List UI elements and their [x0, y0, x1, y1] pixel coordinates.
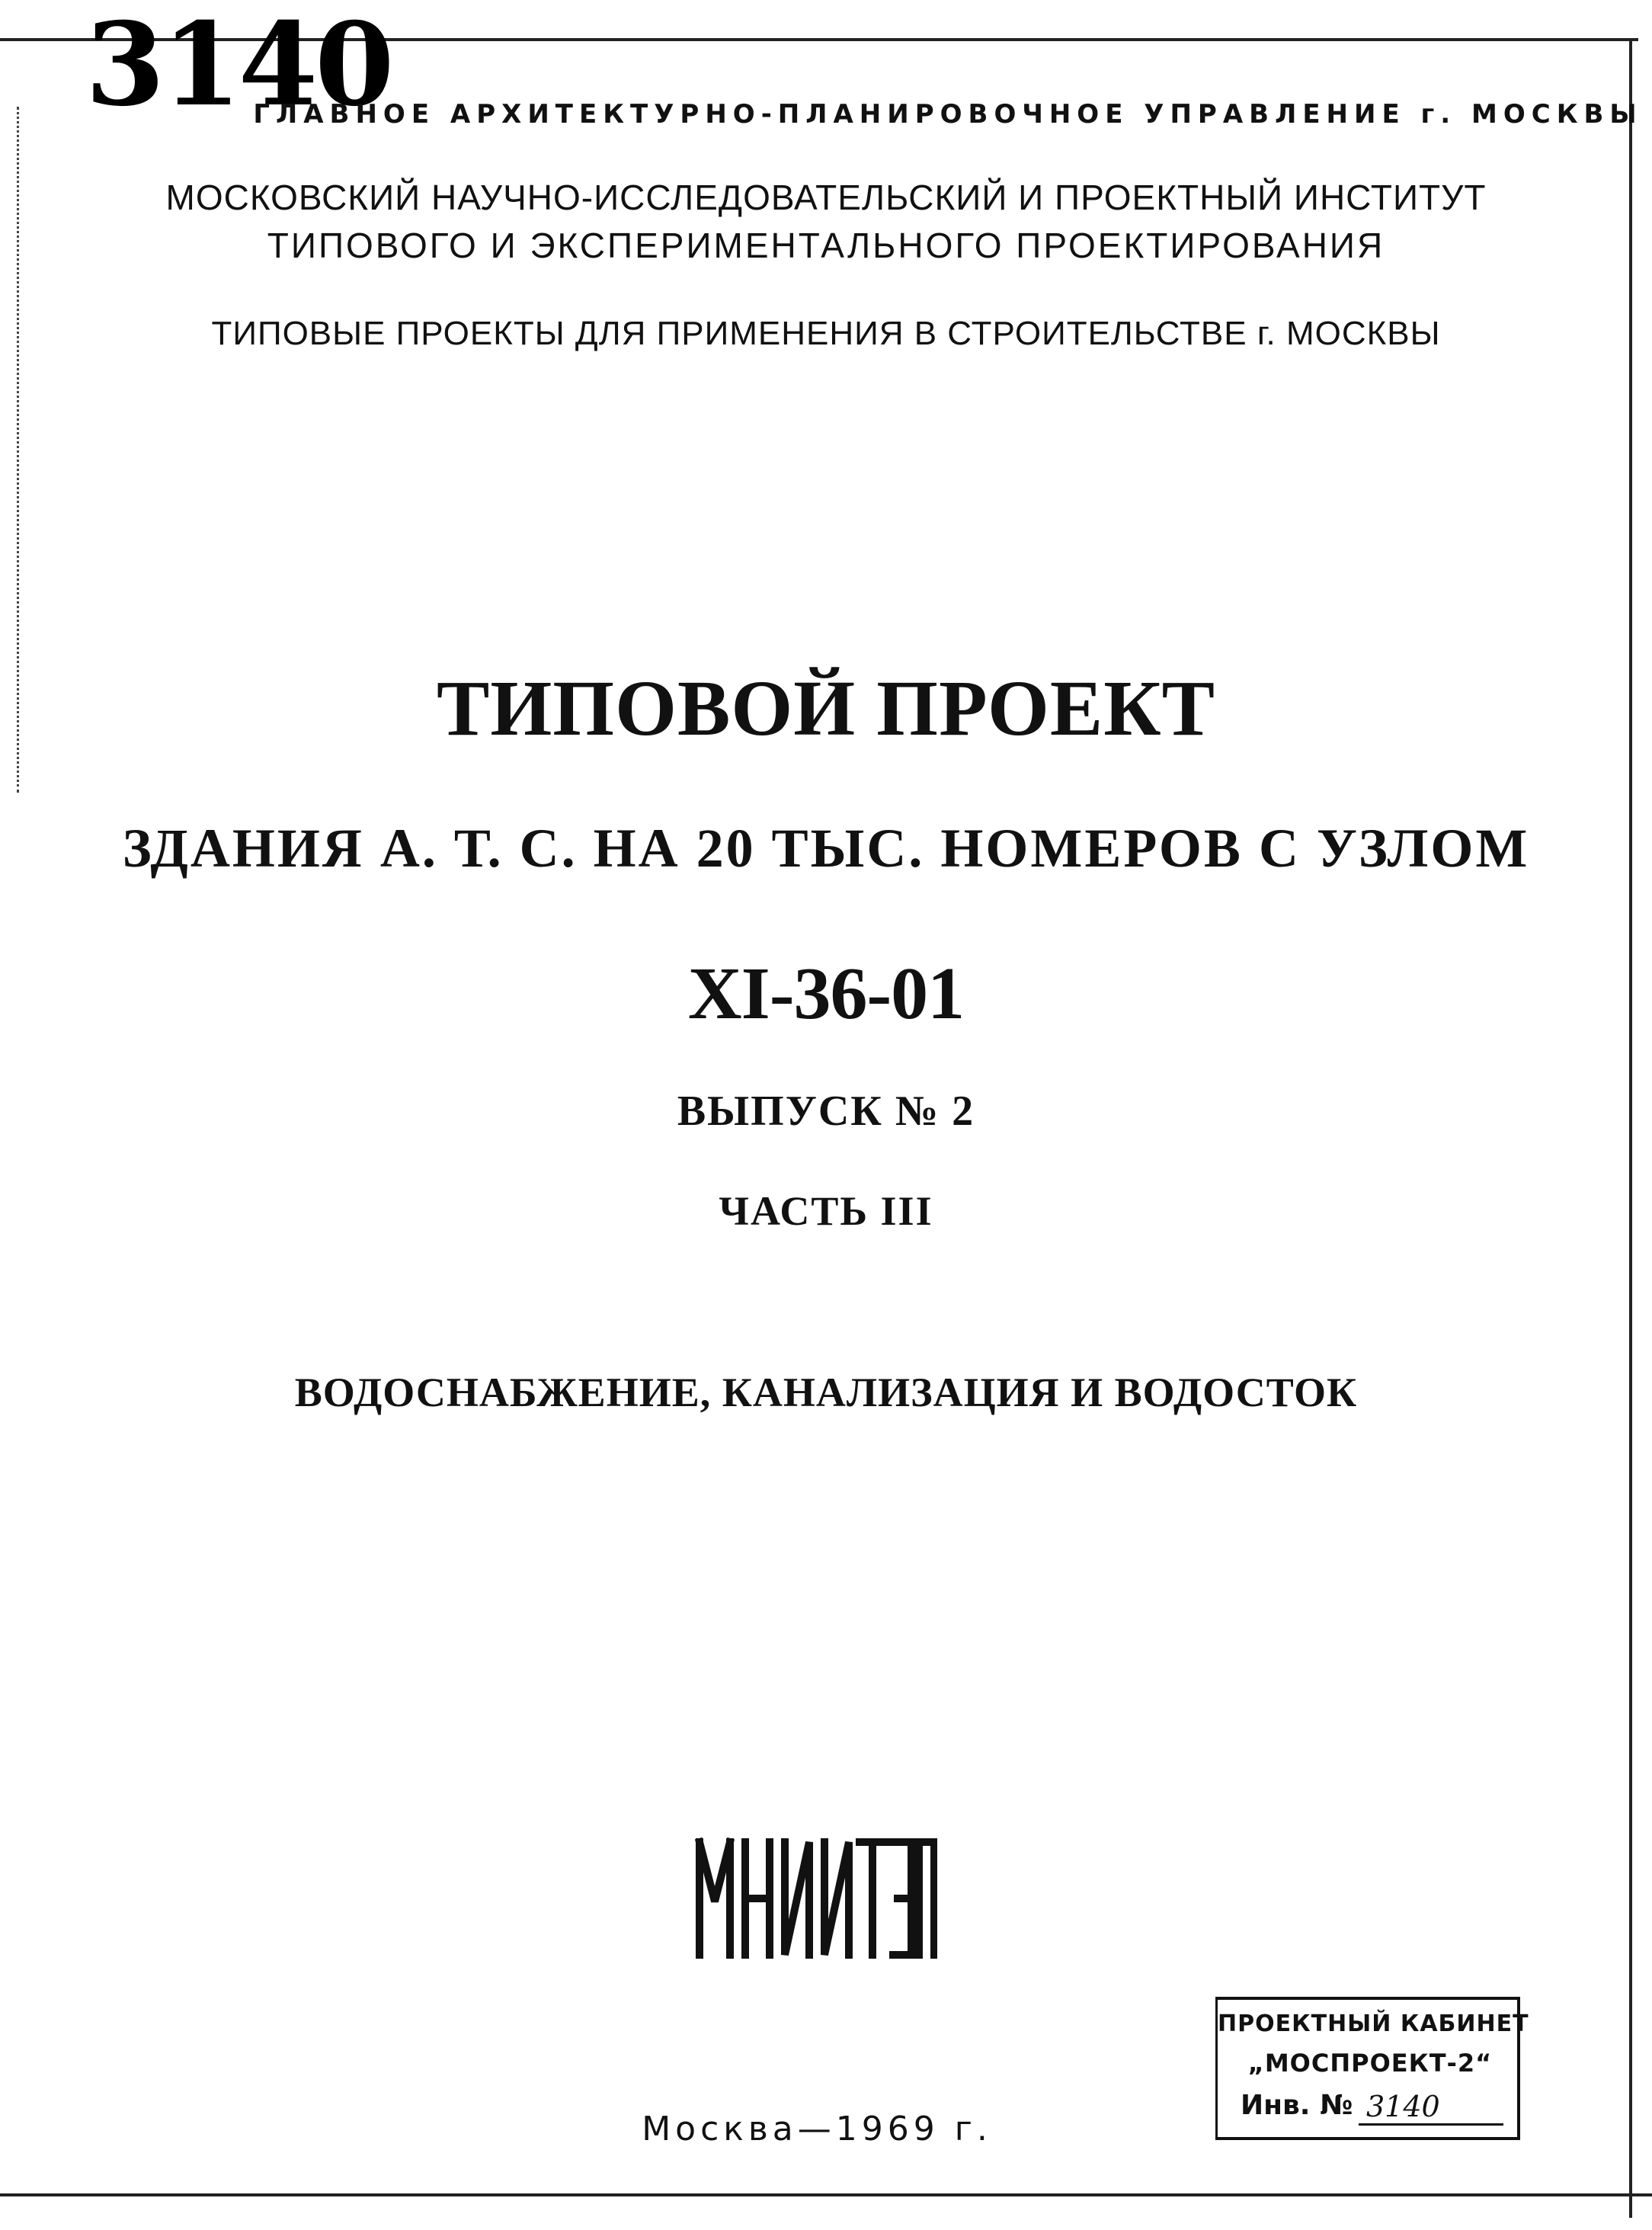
part-number: ЧАСТЬ III [719, 1188, 933, 1234]
inventory-number: 3140 [1366, 2090, 1440, 2123]
inventory-label: Инв. № [1241, 2090, 1353, 2121]
stamp-number: 3140 [85, 0, 392, 132]
library-stamp-line-1: ПРОЕКТНЫЙ КАБИНЕТ [1218, 2011, 1529, 2037]
section-title: ВОДОСНАБЖЕНИЕ, КАНАЛИЗАЦИЯ И ВОДОСТОК [294, 1370, 1358, 1415]
series-line: ТИПОВЫЕ ПРОЕКТЫ ДЛЯ ПРИМЕНЕНИЯ В СТРОИТЕЛЬСТВЕ г. МОСКВЫ [211, 315, 1441, 352]
page-frame-bottom [0, 2193, 1652, 2196]
library-stamp-line-2: „МОСПРОЕКТ-2“ [1247, 2049, 1493, 2078]
inventory-underline [1359, 2123, 1503, 2126]
project-code: XI-36-01 [687, 953, 965, 1035]
agency-header: ГЛАВНОЕ АРХИТЕКТУРНО-ПЛАНИРОВОЧНОЕ УПРАВЛЕНИЕ г. МОСКВЫ [253, 99, 1643, 130]
document-subtitle: ЗДАНИЯ А. Т. С. НА 20 ТЫС. НОМЕРОВ С УЗЛОМ [122, 818, 1530, 879]
library-stamp [1215, 1997, 1529, 2140]
city-year: Москва—1969 г. [642, 2110, 992, 2148]
document-title: ТИПОВОЙ ПРОЕКТ [436, 665, 1216, 752]
mniitep-logo [693, 1833, 937, 1962]
issue-number: ВЫПУСК № 2 [677, 1088, 975, 1135]
institute-line-2: ТИПОВОГО И ЭКСПЕРИМЕНТАЛЬНОГО ПРОЕКТИРОВАНИЯ [267, 226, 1385, 265]
institute-line-1: МОСКОВСКИЙ НАУЧНО-ИССЛЕДОВАТЕЛЬСКИЙ И ПРОЕКТНЫЙ ИНСТИТУТ [165, 178, 1487, 217]
